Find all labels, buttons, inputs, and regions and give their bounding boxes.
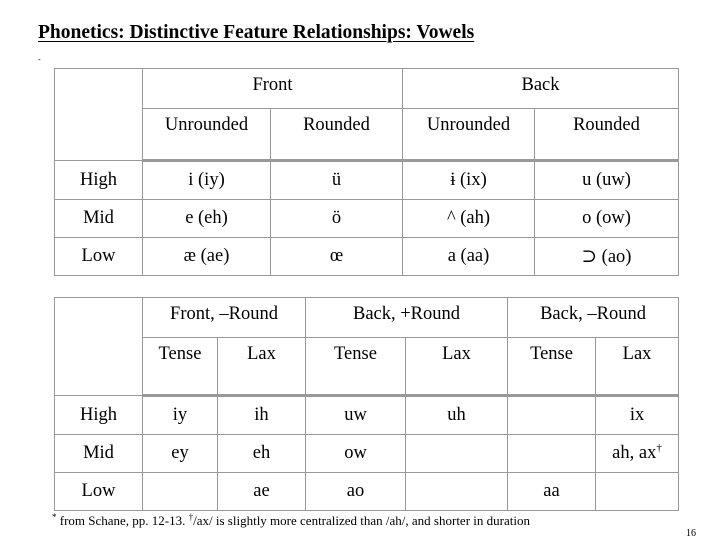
table-row (55, 200, 679, 238)
group-header-back-round: Back, +Round (306, 298, 508, 338)
group-header-front: Front (143, 69, 403, 109)
footnote-source: from Schane, pp. 12-13. (56, 513, 189, 528)
vowel-feature-table (54, 68, 679, 276)
table-cell: ix (596, 396, 679, 435)
table-cell: ⊃ (ao) (535, 238, 679, 276)
cell-text: ah, ax (612, 443, 657, 463)
row-label: Mid (55, 435, 143, 473)
table-cell: i (iy) (143, 161, 271, 200)
table-cell: iy (143, 396, 218, 435)
table-row (55, 396, 679, 435)
footnote-star: * (52, 512, 57, 522)
footnote-note: /ax/ is slightly more centralized than /ah/, and shorter in duration (193, 513, 530, 528)
table-cell: ɨ (ix) (403, 161, 535, 200)
sub-header: Unrounded (403, 109, 535, 161)
group-header-back-unround: Back, –Round (508, 298, 679, 338)
arpabet-vowel-table (54, 297, 679, 511)
table-cell: e (eh) (143, 200, 271, 238)
table-cell: ey (143, 435, 218, 473)
row-label: Mid (55, 200, 143, 238)
corner-cell (55, 69, 143, 161)
table-cell (508, 396, 596, 435)
page-number: 16 (686, 528, 696, 539)
table-cell: o (ow) (535, 200, 679, 238)
table-row (55, 435, 679, 473)
table-cell: ö (271, 200, 403, 238)
table-cell: ow (306, 435, 406, 473)
corner-cell (55, 298, 143, 396)
group-header-front-unround: Front, –Round (143, 298, 306, 338)
table-cell (508, 435, 596, 473)
table-cell (406, 435, 508, 473)
sub-header: Lax (218, 338, 306, 396)
table-cell (596, 473, 679, 511)
sub-header: Rounded (271, 109, 403, 161)
sub-header: Tense (508, 338, 596, 396)
sub-header: Tense (306, 338, 406, 396)
table-cell: ao (306, 473, 406, 511)
table-cell: a (aa) (403, 238, 535, 276)
table-cell: eh (218, 435, 306, 473)
table-cell: uw (306, 396, 406, 435)
table-cell: ae (218, 473, 306, 511)
dash-mark: - (38, 55, 41, 64)
dagger-mark: † (656, 442, 662, 454)
footnote-dagger: † (188, 512, 194, 522)
table-cell: ü (271, 161, 403, 200)
row-label: Low (55, 238, 143, 276)
table-cell: uh (406, 396, 508, 435)
table-cell-with-dagger (596, 435, 679, 473)
table-row (55, 238, 679, 276)
sub-header: Lax (406, 338, 508, 396)
table-cell: aa (508, 473, 596, 511)
table-row (55, 473, 679, 511)
sub-header: Tense (143, 338, 218, 396)
sub-header: Unrounded (143, 109, 271, 161)
footnote (52, 513, 530, 529)
row-label: High (55, 396, 143, 435)
page-title: Phonetics: Distinctive Feature Relationships: Vowels (38, 22, 475, 43)
table-cell: ih (218, 396, 306, 435)
table-cell: u (uw) (535, 161, 679, 200)
table-cell (143, 473, 218, 511)
table-cell: æ (ae) (143, 238, 271, 276)
table-cell: ^ (ah) (403, 200, 535, 238)
sub-header: Rounded (535, 109, 679, 161)
group-header-back: Back (403, 69, 679, 109)
sub-header: Lax (596, 338, 679, 396)
table-cell (406, 473, 508, 511)
table-cell: œ (271, 238, 403, 276)
row-label: Low (55, 473, 143, 511)
row-label: High (55, 161, 143, 200)
table-row (55, 161, 679, 200)
